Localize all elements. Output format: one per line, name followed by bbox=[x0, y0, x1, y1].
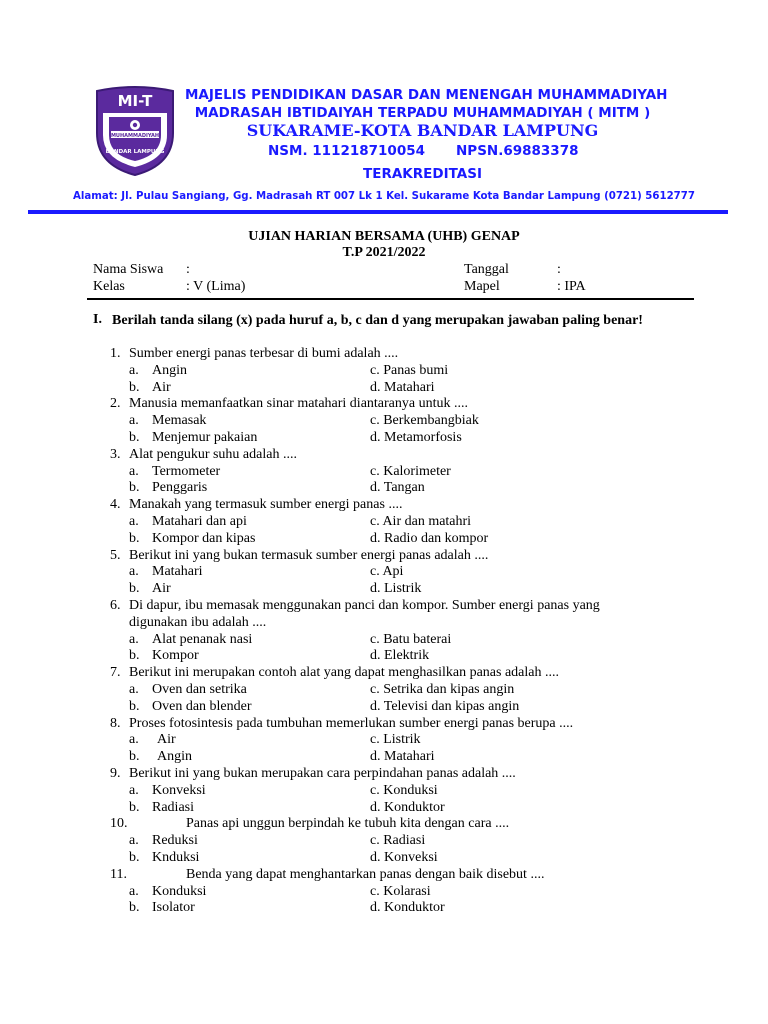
logo-ribbon-text: MUHAMMADIYAH bbox=[110, 133, 160, 139]
option-label-a: a. bbox=[129, 631, 139, 647]
tanggal-value: : bbox=[557, 262, 561, 277]
option-label-a: a. bbox=[129, 732, 139, 748]
question-number: 7. bbox=[110, 665, 121, 681]
option-label-b: b. bbox=[129, 648, 140, 664]
question-number: 4. bbox=[110, 497, 121, 513]
letterhead-line-3: SUKARAME-KOTA BANDAR LAMPUNG bbox=[246, 121, 599, 140]
option-label-b: b. bbox=[129, 799, 140, 815]
option-d: d. Radio dan kompor bbox=[370, 530, 489, 546]
nsm-number: NSM. 111218710054 bbox=[268, 143, 426, 159]
option-label-a: a. bbox=[129, 362, 139, 378]
option-c: c. Radiasi bbox=[370, 833, 426, 849]
option-label-b: b. bbox=[129, 530, 140, 546]
question-number: 3. bbox=[110, 446, 121, 462]
question-text: Alat pengukur suhu adalah .... bbox=[129, 446, 297, 462]
option-label-b: b. bbox=[129, 480, 140, 496]
section-instruction: Berilah tanda silang (x) pada huruf a, b, c dan d yang merupakan jawaban paling benar! bbox=[112, 313, 643, 328]
option-a: Air bbox=[157, 732, 176, 748]
option-d: d. Konduktor bbox=[370, 900, 445, 916]
header-divider bbox=[87, 298, 694, 300]
option-label-a: a. bbox=[129, 833, 139, 849]
address: Alamat: Jl. Pulau Sangiang, Gg. Madrasah RT 007 Lk 1 Kel. Sukarame Kota Bandar Lampung (0721) 5612777 bbox=[73, 191, 695, 202]
option-d: d. Matahari bbox=[370, 749, 435, 765]
option-b: Kompor bbox=[152, 648, 199, 664]
npsn-number: NPSN.69883378 bbox=[456, 143, 579, 159]
option-b: Radiasi bbox=[152, 799, 194, 815]
option-b: Air bbox=[152, 379, 171, 395]
school-logo bbox=[93, 85, 177, 177]
option-a: Alat penanak nasi bbox=[152, 631, 253, 647]
option-label-b: b. bbox=[129, 379, 140, 395]
question-text: Berikut ini yang bukan termasuk sumber energi panas adalah .... bbox=[129, 547, 489, 563]
mapel-value: : IPA bbox=[557, 279, 586, 294]
option-label-a: a. bbox=[129, 782, 139, 798]
exam-title: UJIAN HARIAN BERSAMA (UHB) GENAP bbox=[248, 229, 520, 244]
option-label-a: a. bbox=[129, 463, 139, 479]
option-label-a: a. bbox=[129, 413, 139, 429]
question-text: Panas api unggun berpindah ke tubuh kita dengan cara .... bbox=[186, 816, 510, 832]
option-a: Termometer bbox=[152, 463, 221, 479]
option-b: Penggaris bbox=[152, 480, 208, 496]
option-label-b: b. bbox=[129, 430, 140, 445]
question-text: Berikut ini yang bukan merupakan cara perpindahan panas adalah .... bbox=[129, 766, 516, 781]
question-number: 8. bbox=[110, 715, 121, 731]
option-b: Knduksi bbox=[152, 850, 200, 865]
option-d: d. Konduktor bbox=[370, 799, 445, 815]
option-d: d. Konveksi bbox=[370, 850, 438, 865]
question-number: 2. bbox=[110, 396, 121, 412]
option-label-a: a. bbox=[129, 514, 139, 529]
option-c: c. Listrik bbox=[370, 732, 421, 748]
question-text-continued: digunakan ibu adalah .... bbox=[129, 614, 267, 630]
option-c: c. Batu baterai bbox=[370, 631, 452, 647]
option-label-b: b. bbox=[129, 850, 140, 865]
option-label-b: b. bbox=[129, 698, 140, 714]
question-number: 11. bbox=[110, 866, 127, 882]
option-c: c. Kalorimeter bbox=[370, 463, 451, 479]
kelas-value: : V (Lima) bbox=[186, 279, 246, 294]
question-text: Berikut ini merupakan contoh alat yang dapat menghasilkan panas adalah .... bbox=[129, 665, 559, 681]
option-a: Oven dan setrika bbox=[152, 682, 247, 697]
option-label-a: a. bbox=[129, 564, 139, 580]
option-d: d. Listrik bbox=[370, 581, 422, 597]
exam-year: T.P 2021/2022 bbox=[342, 245, 426, 260]
logo-top-text: MI-T bbox=[117, 92, 153, 110]
option-b: Isolator bbox=[152, 900, 195, 916]
nama-value: : bbox=[186, 262, 190, 277]
option-a: Matahari dan api bbox=[152, 514, 247, 529]
question-text: Sumber energi panas terbesar di bumi adalah .... bbox=[129, 346, 399, 361]
question-number: 6. bbox=[110, 598, 121, 613]
option-b: Air bbox=[152, 581, 171, 597]
option-d: d. Elektrik bbox=[370, 648, 430, 664]
option-b: Kompor dan kipas bbox=[152, 530, 256, 546]
option-d: d. Metamorfosis bbox=[370, 430, 462, 445]
option-c: c. Air dan matahri bbox=[370, 514, 472, 529]
option-b: Menjemur pakaian bbox=[152, 430, 258, 445]
question-number: 1. bbox=[110, 346, 121, 361]
question-text: Manakah yang termasuk sumber energi panas .... bbox=[129, 497, 403, 513]
option-c: c. Konduksi bbox=[370, 782, 438, 798]
question-number: 10. bbox=[110, 816, 128, 832]
option-d: d. Matahari bbox=[370, 379, 435, 395]
option-label-b: b. bbox=[129, 749, 140, 765]
question-text: Proses fotosintesis pada tumbuhan memerlukan sumber energi panas berupa .... bbox=[129, 715, 574, 731]
option-c: c. Api bbox=[370, 564, 404, 580]
question-text: Benda yang dapat menghantarkan panas dengan baik disebut .... bbox=[186, 866, 545, 882]
letterhead-divider bbox=[28, 210, 728, 214]
option-label-a: a. bbox=[129, 883, 139, 899]
option-a: Matahari bbox=[152, 564, 203, 580]
option-a: Konveksi bbox=[152, 782, 206, 798]
question-text: Di dapur, ibu memasak menggunakan panci dan kompor. Sumber energi panas yang bbox=[129, 598, 600, 613]
tanggal-label: Tanggal bbox=[464, 262, 509, 277]
option-d: d. Tangan bbox=[370, 480, 425, 496]
option-a: Reduksi bbox=[152, 833, 198, 849]
option-c: c. Panas bumi bbox=[370, 362, 449, 378]
question-number: 9. bbox=[110, 766, 121, 781]
option-label-b: b. bbox=[129, 581, 140, 597]
option-a: Angin bbox=[152, 362, 187, 378]
section-number: I. bbox=[93, 312, 102, 327]
accreditation: TERAKREDITASI bbox=[363, 166, 482, 182]
option-b: Oven dan blender bbox=[152, 698, 252, 714]
option-c: c. Kolarasi bbox=[370, 883, 431, 899]
question-number: 5. bbox=[110, 547, 121, 563]
option-d: d. Televisi dan kipas angin bbox=[370, 698, 520, 714]
logo-ring-text: BANDAR LAMPUNG bbox=[105, 149, 165, 155]
letterhead-line-2: MADRASAH IBTIDAIYAH TERPADU MUHAMMADIYAH ( MITM ) bbox=[194, 105, 651, 121]
option-a: Konduksi bbox=[152, 883, 207, 899]
option-a: Memasak bbox=[152, 413, 207, 429]
option-label-a: a. bbox=[129, 682, 139, 697]
kelas-label: Kelas bbox=[93, 279, 125, 294]
mapel-label: Mapel bbox=[464, 279, 500, 294]
nama-label: Nama Siswa bbox=[93, 262, 164, 277]
option-label-b: b. bbox=[129, 900, 140, 916]
question-text: Manusia memanfaatkan sinar matahari diantaranya untuk .... bbox=[129, 396, 468, 412]
letterhead-line-1: MAJELIS PENDIDIKAN DASAR DAN MENENGAH MUHAMMADIYAH bbox=[185, 87, 668, 103]
option-c: c. Berkembangbiak bbox=[370, 413, 479, 429]
option-b: Angin bbox=[157, 749, 192, 765]
option-c: c. Setrika dan kipas angin bbox=[370, 682, 515, 697]
